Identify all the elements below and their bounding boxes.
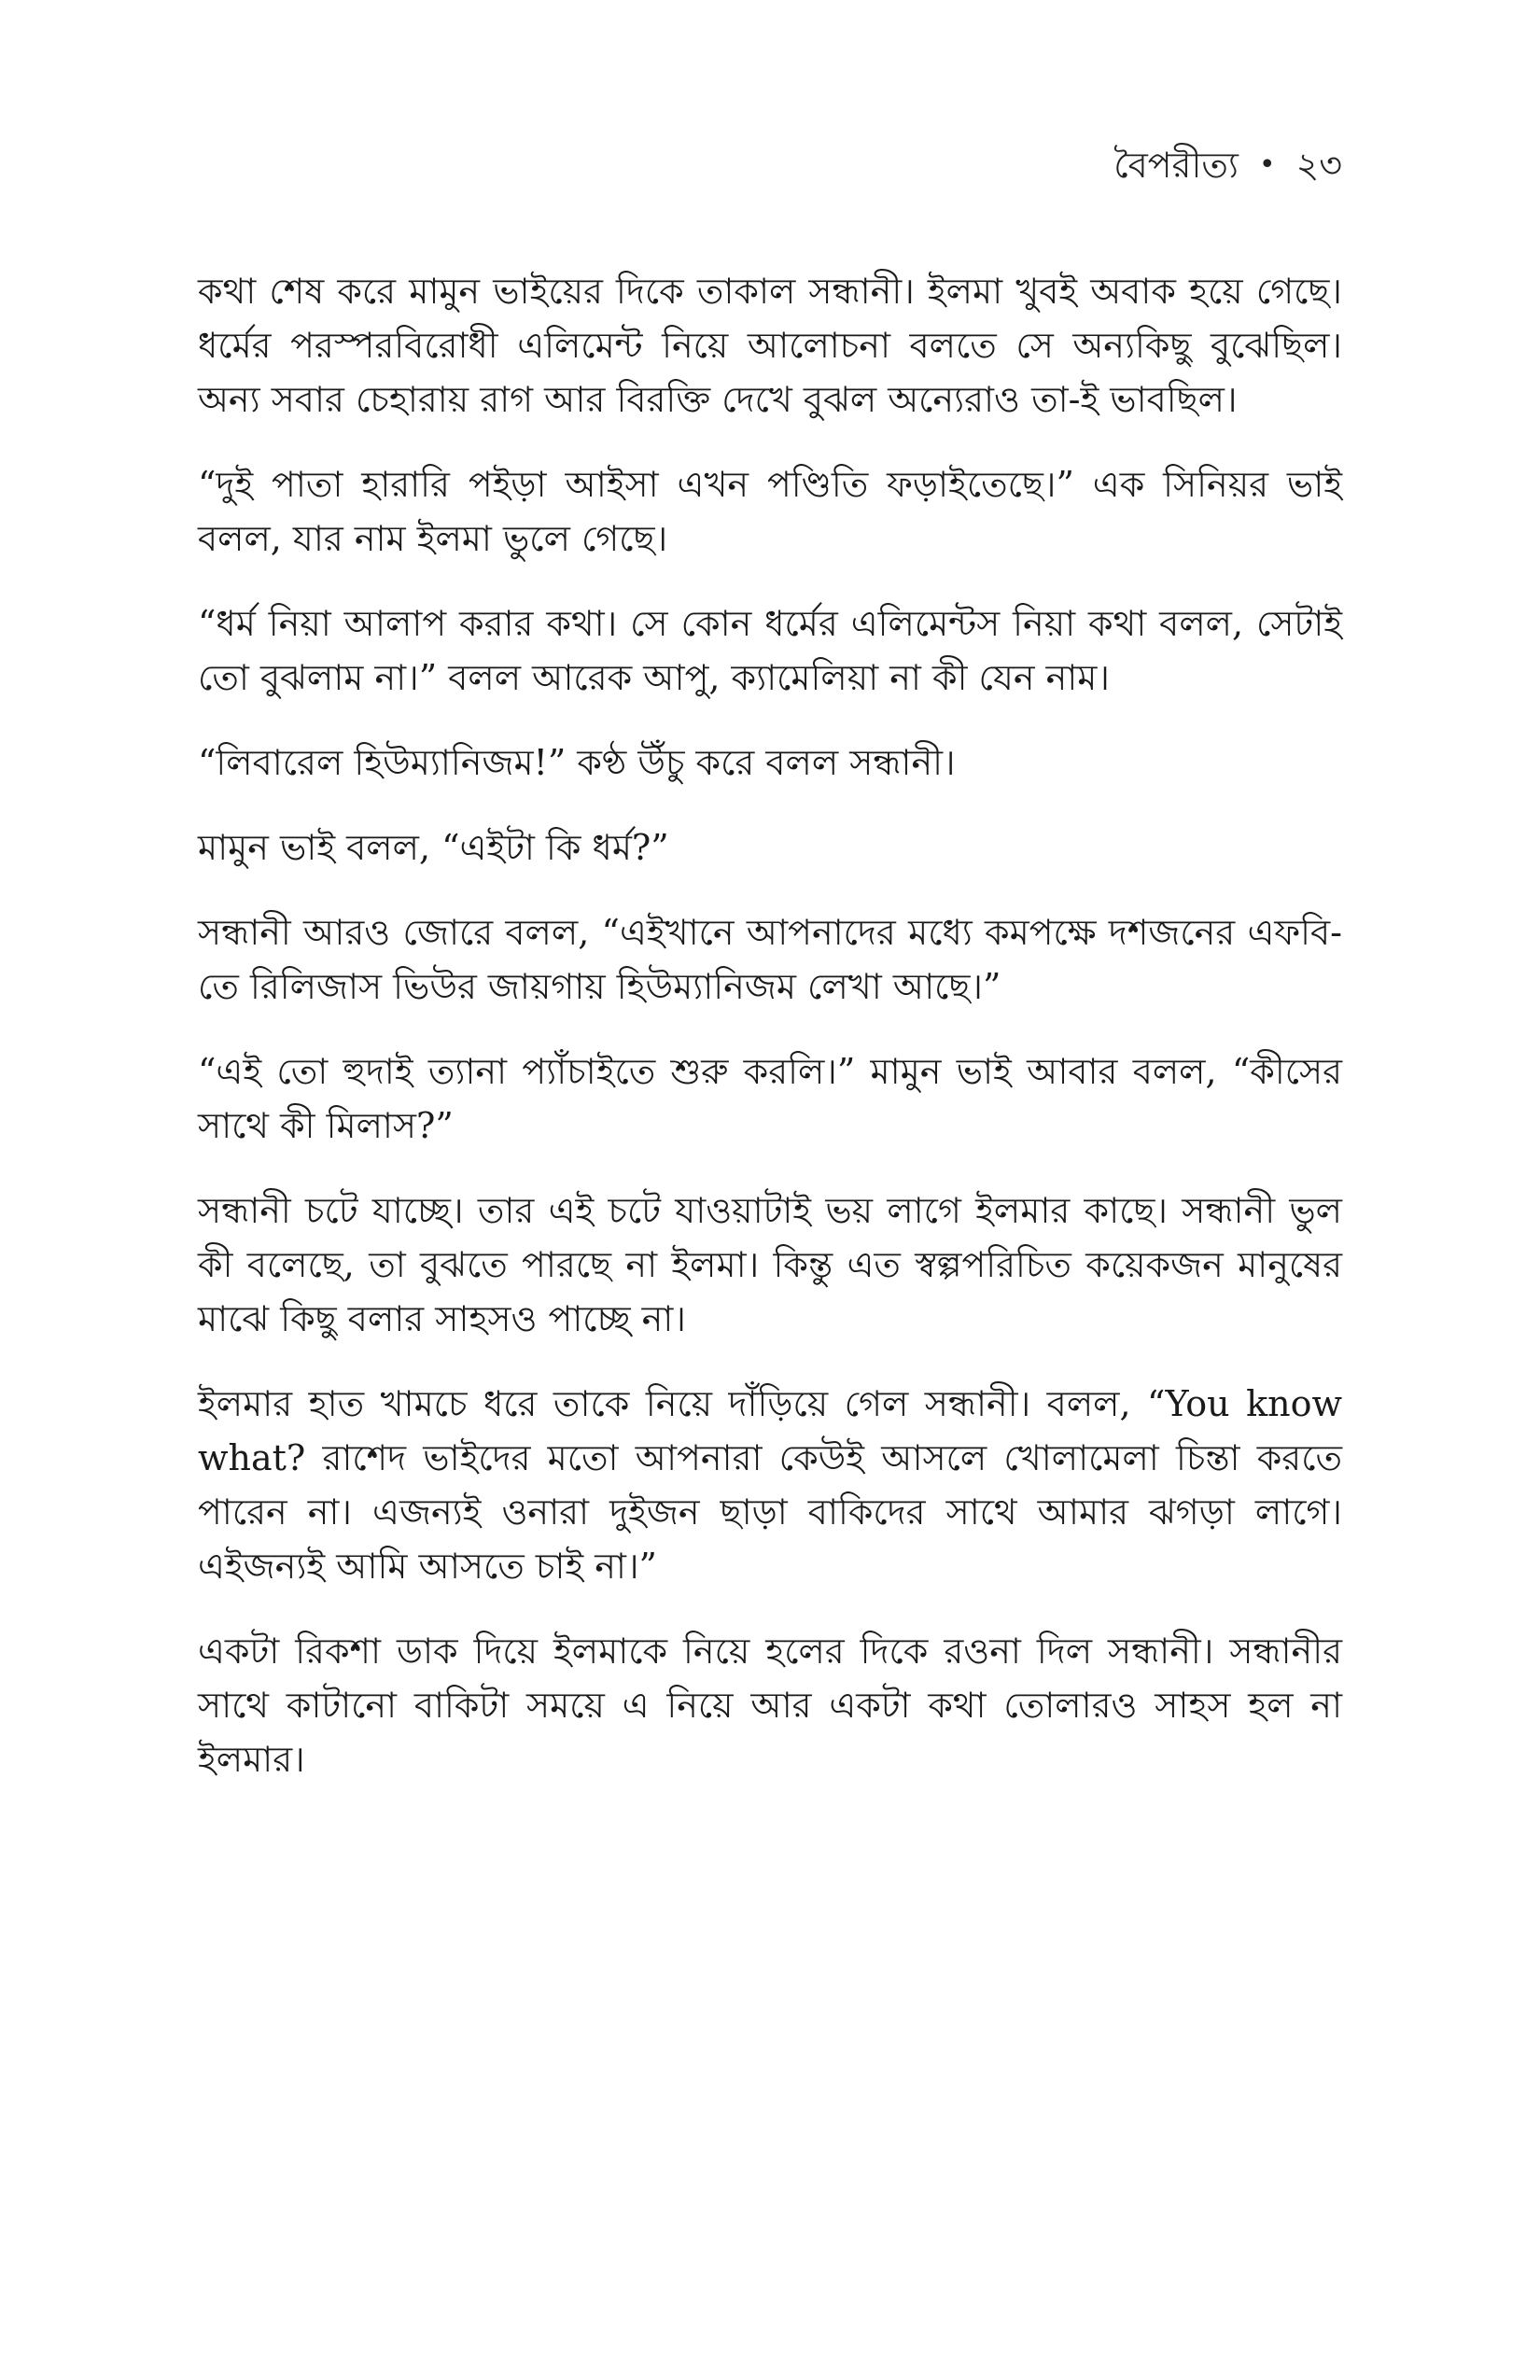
paragraph: “লিবারেল হিউম্যানিজম!” কণ্ঠ উঁচু করে বলল সন্ধানী। bbox=[198, 742, 956, 783]
paragraph: “এই তো হুদাই ত্যানা প্যাঁচাইতে শুরু করলি।” মামুন ভাই আবার বলল, “কীসের সাথে কী মিলাস?” bbox=[198, 1051, 1342, 1146]
paragraph: ইলমার হাত খামচে ধরে তাকে নিয়ে দাঁড়িয়ে গেল সন্ধানী। বলল, “You know what? রাশেদ ভাইদের মতো আপনারা কেউই আসলে খোলামেলা চিন্তা করতে পারেন না। এজন্যই ওনারা দুইজন ছাড়া বাকিদের সাথে আমার ঝগড়া লাগে। এইজন্যই আমি আসতে চাই না।” bbox=[198, 1383, 1342, 1587]
running-header bbox=[1113, 145, 1342, 186]
page-number: ২৩ bbox=[1295, 145, 1342, 186]
running-header-title: বৈপরীত্য bbox=[1113, 145, 1239, 186]
paragraph: সন্ধানী চটে যাচ্ছে। তার এই চটে যাওয়াটাই ভয় লাগে ইলমার কাছে। সন্ধানী ভুল কী বলেছে, তা বুঝতে পারছে না ইলমা। কিন্তু এত স্বল্পপরিচিত কয়েকজন মানুষের মাঝে কিছু বলার সাহসও পাচ্ছে না। bbox=[198, 1190, 1342, 1339]
paragraph: “দুই পাতা হারারি পইড়া আইসা এখন পণ্ডিতি ফড়াইতেছে।” এক সিনিয়র ভাই বলল, যার নাম ইলমা ভুলে গেছে। bbox=[198, 464, 1342, 559]
paragraph: একটা রিকশা ডাক দিয়ে ইলমাকে নিয়ে হলের দিকে রওনা দিল সন্ধানী। সন্ধানীর সাথে কাটানো বাকিটা সময়ে এ নিয়ে আর একটা কথা তোলারও সাহস হল না ইলমার। bbox=[198, 1631, 1342, 1780]
body-text bbox=[198, 264, 1342, 1817]
paragraph: “ধর্ম নিয়া আলাপ করার কথা। সে কোন ধর্মের এলিমেন্টস নিয়া কথা বলল, সেটাই তো বুঝলাম না।” বলল আরেক আপু, ক্যামেলিয়া না কী যেন নাম। bbox=[198, 603, 1342, 698]
header-separator: • bbox=[1258, 148, 1276, 181]
paragraph: সন্ধানী আরও জোরে বলল, “এইখানে আপনাদের মধ্যে কমপক্ষে দশজনের এফবি-তে রিলিজাস ভিউর জায়গায় হিউম্যানিজম লেখা আছে।” bbox=[198, 912, 1342, 1007]
paragraph: কথা শেষ করে মামুন ভাইয়ের দিকে তাকাল সন্ধানী। ইলমা খুবই অবাক হয়ে গেছে। ধর্মের পরস্পরবিরোধী এলিমেন্ট নিয়ে আলোচনা বলতে সে অন্যকিছু বুঝেছিল। অন্য সবার চেহারায় রাগ আর বিরক্তি দেখে বুঝল অন্যেরাও তা-ই ভাবছিল। bbox=[198, 271, 1342, 420]
paragraph: মামুন ভাই বলল, “এইটা কি ধর্ম?” bbox=[198, 827, 669, 868]
